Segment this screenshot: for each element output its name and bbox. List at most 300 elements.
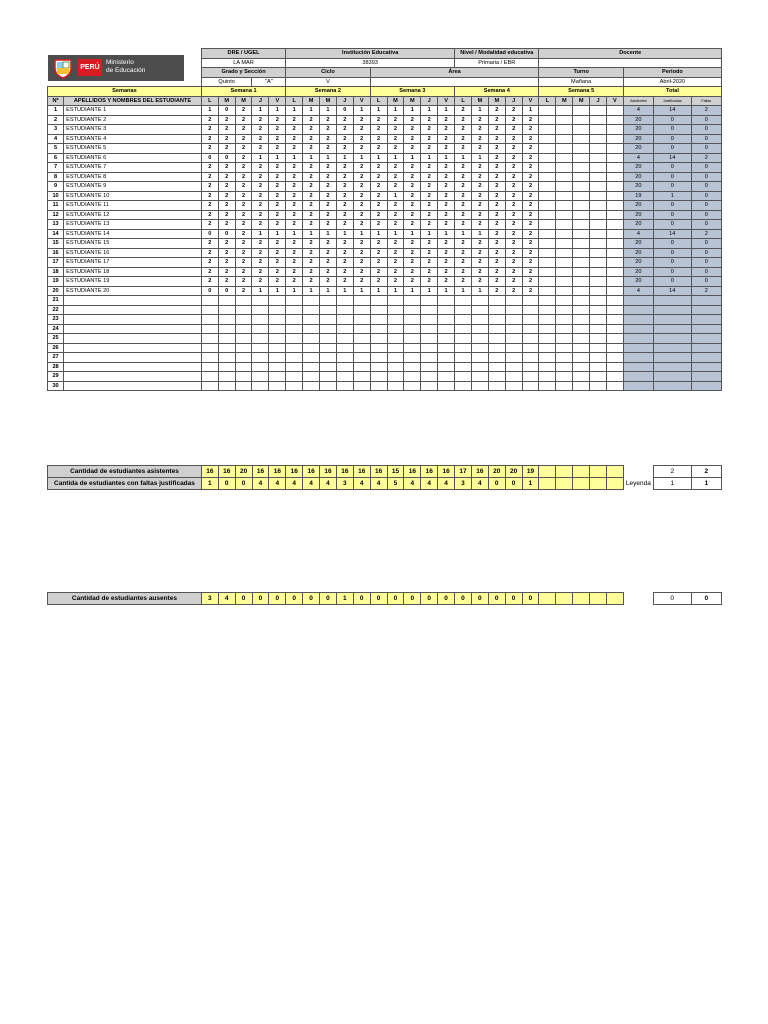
attendance-cell: 2 xyxy=(370,191,387,201)
attendance-cell: 0 xyxy=(336,106,353,116)
attendance-cell: 2 xyxy=(404,220,421,230)
attendance-cell: 2 xyxy=(235,229,252,239)
total-cell: 0 xyxy=(691,191,721,201)
attendance-cell xyxy=(606,134,623,144)
attendance-cell: 2 xyxy=(387,182,404,192)
attendance-cell xyxy=(252,372,269,382)
attendance-cell xyxy=(522,362,539,372)
attendance-cell xyxy=(606,362,623,372)
attendance-cell xyxy=(387,315,404,325)
attendance-cell: 2 xyxy=(438,277,455,287)
attendance-cell xyxy=(606,372,623,382)
attendance-cell: 2 xyxy=(488,125,505,135)
attendance-cell xyxy=(556,144,573,154)
day-header: L xyxy=(286,96,303,106)
attendance-cell: 2 xyxy=(353,210,370,220)
total-cell: 0 xyxy=(653,172,691,182)
attendance-cell: 2 xyxy=(235,239,252,249)
attendance-cell xyxy=(539,296,556,306)
attendance-cell xyxy=(539,134,556,144)
day-header: M xyxy=(488,96,505,106)
attendance-cell xyxy=(235,296,252,306)
total-cell: 0 xyxy=(691,239,721,249)
justified-count: 0 xyxy=(235,478,252,490)
attendance-cell xyxy=(505,362,522,372)
attendance-cell: 2 xyxy=(488,134,505,144)
attendance-cell: 2 xyxy=(353,191,370,201)
attendance-cell: 2 xyxy=(303,163,320,173)
attendance-cell: 2 xyxy=(421,144,438,154)
period-label: Periodo xyxy=(623,68,721,78)
justified-count: 4 xyxy=(252,478,269,490)
attendance-cell: 2 xyxy=(218,220,235,230)
attendance-cell xyxy=(336,353,353,363)
total-cell: 4 xyxy=(623,229,653,239)
attendance-cell: 2 xyxy=(488,115,505,125)
attendance-cell xyxy=(590,163,607,173)
attendance-cell: 2 xyxy=(404,239,421,249)
day-header: V xyxy=(353,96,370,106)
attendance-cell xyxy=(556,296,573,306)
attendance-cell: 2 xyxy=(421,258,438,268)
attendance-cell xyxy=(606,191,623,201)
student-row xyxy=(48,267,722,277)
total-cell: 20 xyxy=(623,163,653,173)
attendance-cell: 2 xyxy=(421,201,438,211)
attendance-cell xyxy=(303,334,320,344)
attendance-cell: 2 xyxy=(303,115,320,125)
attendance-cell xyxy=(573,381,590,391)
attendance-cell xyxy=(320,372,337,382)
total-cell xyxy=(653,334,691,344)
attendance-cell xyxy=(387,334,404,344)
attendance-cell: 2 xyxy=(471,134,488,144)
attendance-cell: 2 xyxy=(471,125,488,135)
attendance-cell: 2 xyxy=(320,258,337,268)
total-cell: 0 xyxy=(653,125,691,135)
attendance-cell xyxy=(387,343,404,353)
attendance-cell: 2 xyxy=(303,172,320,182)
total-cell xyxy=(623,334,653,344)
absent-count xyxy=(539,593,556,605)
attendance-cell: 2 xyxy=(370,134,387,144)
attendees-count: 16 xyxy=(353,466,370,478)
attendance-cell: 2 xyxy=(353,239,370,249)
attendance-cell: 1 xyxy=(353,153,370,163)
day-header: M xyxy=(303,96,320,106)
attendance-cell xyxy=(556,134,573,144)
day-header: J xyxy=(505,96,522,106)
attendance-cell: 2 xyxy=(303,220,320,230)
attendance-cell: 1 xyxy=(455,286,472,296)
student-row xyxy=(48,144,722,154)
area-label: Área xyxy=(370,68,539,78)
attendance-cell: 2 xyxy=(438,182,455,192)
attendance-cell: 2 xyxy=(218,115,235,125)
attendance-cell xyxy=(590,210,607,220)
attendance-cell xyxy=(370,362,387,372)
total-cell: 20 xyxy=(623,267,653,277)
attendance-cell: 1 xyxy=(438,286,455,296)
attendance-cell: 2 xyxy=(235,115,252,125)
attendance-cell xyxy=(573,372,590,382)
attendance-cell xyxy=(606,286,623,296)
attendance-cell: 1 xyxy=(404,153,421,163)
attendance-cell: 2 xyxy=(370,220,387,230)
attendance-cell: 2 xyxy=(421,239,438,249)
attendance-cell: 2 xyxy=(353,163,370,173)
attendance-cell xyxy=(590,153,607,163)
attendance-cell xyxy=(556,125,573,135)
attendance-cell xyxy=(606,296,623,306)
attendance-cell xyxy=(404,343,421,353)
day-header: M xyxy=(556,96,573,106)
justified-count: 4 xyxy=(370,478,387,490)
header-labels-row xyxy=(48,49,722,59)
attendance-cell: 2 xyxy=(488,229,505,239)
student-row xyxy=(48,229,722,239)
attendance-cell: 2 xyxy=(455,182,472,192)
attendance-cell: 2 xyxy=(235,258,252,268)
attendance-cell: 1 xyxy=(438,229,455,239)
justified-count: 4 xyxy=(303,478,320,490)
student-name: ESTUDIANTE 13 xyxy=(64,220,202,230)
attendance-cell xyxy=(404,353,421,363)
attendance-cell: 2 xyxy=(336,144,353,154)
attendance-cell xyxy=(573,324,590,334)
attendance-cell: 2 xyxy=(320,115,337,125)
attendance-cell: 2 xyxy=(488,286,505,296)
attendance-cell: 1 xyxy=(471,286,488,296)
attendance-cell: 2 xyxy=(505,134,522,144)
attendance-cell xyxy=(606,182,623,192)
student-number: 17 xyxy=(48,258,64,268)
attendance-cell xyxy=(387,372,404,382)
attendance-cell xyxy=(573,296,590,306)
total-cell: 0 xyxy=(653,239,691,249)
attendance-cell: 2 xyxy=(387,248,404,258)
student-name xyxy=(64,362,202,372)
attendance-cell: 2 xyxy=(269,172,286,182)
attendance-cell: 2 xyxy=(252,144,269,154)
attendance-cell xyxy=(539,125,556,135)
attendance-cell xyxy=(353,372,370,382)
attendance-cell xyxy=(269,324,286,334)
attendance-cell: 2 xyxy=(252,258,269,268)
attendance-cell xyxy=(556,153,573,163)
attendance-cell xyxy=(218,305,235,315)
attendance-cell xyxy=(556,106,573,116)
attendance-cell: 2 xyxy=(320,220,337,230)
empty-student-row xyxy=(48,362,722,372)
attendance-cell: 2 xyxy=(370,267,387,277)
total-cell: 0 xyxy=(691,267,721,277)
attendance-cell xyxy=(590,182,607,192)
attendance-cell xyxy=(438,334,455,344)
attendance-cell: 2 xyxy=(353,172,370,182)
attendance-cell: 2 xyxy=(421,191,438,201)
student-number: 25 xyxy=(48,334,64,344)
total-cell: 0 xyxy=(691,220,721,230)
teacher-value xyxy=(539,58,722,68)
attendance-cell xyxy=(606,334,623,344)
attendance-cell xyxy=(438,381,455,391)
attendance-cell xyxy=(606,106,623,116)
attendance-cell xyxy=(471,343,488,353)
total-cell: 2 xyxy=(691,286,721,296)
attendance-cell xyxy=(438,324,455,334)
attendance-cell: 2 xyxy=(522,210,539,220)
attendees-count xyxy=(556,466,573,478)
attendance-cell xyxy=(269,343,286,353)
attendance-cell: 1 xyxy=(404,229,421,239)
attendance-cell: 2 xyxy=(218,248,235,258)
attendance-cell: 2 xyxy=(471,191,488,201)
attendance-cell: 2 xyxy=(235,163,252,173)
attendance-cell xyxy=(370,315,387,325)
attendance-cell xyxy=(370,343,387,353)
attendance-cell: 2 xyxy=(320,134,337,144)
total-cell: 4 xyxy=(623,286,653,296)
attendance-cell xyxy=(455,381,472,391)
attendance-cell xyxy=(387,296,404,306)
attendance-cell: 2 xyxy=(320,163,337,173)
attendance-cell: 2 xyxy=(455,125,472,135)
attendance-cell xyxy=(336,305,353,315)
attendance-cell xyxy=(573,248,590,258)
attendance-cell: 2 xyxy=(370,239,387,249)
attendance-cell xyxy=(252,315,269,325)
attendees-count: 16 xyxy=(252,466,269,478)
student-row xyxy=(48,191,722,201)
attendance-cell xyxy=(336,381,353,391)
total-cell xyxy=(653,343,691,353)
attendance-cell xyxy=(421,362,438,372)
attendance-cell: 2 xyxy=(218,267,235,277)
total-cell: 0 xyxy=(691,134,721,144)
legend-value-2b: 1 xyxy=(691,478,721,490)
justified-count xyxy=(539,478,556,490)
attendance-cell: 2 xyxy=(336,163,353,173)
attendance-cell: 2 xyxy=(286,134,303,144)
attendance-cell xyxy=(505,324,522,334)
attendance-cell xyxy=(336,296,353,306)
attendance-cell: 2 xyxy=(353,258,370,268)
attendance-cell xyxy=(573,353,590,363)
attendance-cell xyxy=(606,343,623,353)
student-number: 2 xyxy=(48,115,64,125)
attendance-cell: 2 xyxy=(286,125,303,135)
attendance-cell xyxy=(590,191,607,201)
student-name xyxy=(64,343,202,353)
attendance-cell xyxy=(606,353,623,363)
attendees-label: Cantidad de estudiantes asistentes xyxy=(48,466,202,478)
attendance-cell: 2 xyxy=(387,115,404,125)
attendance-cell xyxy=(539,182,556,192)
attendance-cell: 2 xyxy=(505,144,522,154)
attendance-cell xyxy=(438,315,455,325)
attendance-cell xyxy=(303,315,320,325)
justified-count xyxy=(556,478,573,490)
attendance-cell: 2 xyxy=(522,248,539,258)
attendance-cell: 2 xyxy=(336,258,353,268)
attendance-cell xyxy=(556,163,573,173)
week-label-5: Semana 5 xyxy=(539,87,623,97)
attendance-cell: 1 xyxy=(387,286,404,296)
attendance-cell: 2 xyxy=(336,125,353,135)
attendance-cell: 2 xyxy=(252,125,269,135)
attendance-cell: 2 xyxy=(438,239,455,249)
attendance-cell: 2 xyxy=(404,163,421,173)
attendance-cell: 2 xyxy=(522,144,539,154)
attendance-cell: 2 xyxy=(353,277,370,287)
attendance-cell xyxy=(522,315,539,325)
attendance-cell xyxy=(387,362,404,372)
attendance-cell: 0 xyxy=(218,153,235,163)
attendance-cell: 2 xyxy=(252,172,269,182)
attendance-cell: 2 xyxy=(252,182,269,192)
attendance-cell xyxy=(438,362,455,372)
total-cell: 20 xyxy=(623,182,653,192)
attendance-cell xyxy=(252,353,269,363)
absent-count: 0 xyxy=(235,593,252,605)
attendance-cell: 2 xyxy=(269,163,286,173)
day-header: L xyxy=(370,96,387,106)
attendance-cell xyxy=(269,305,286,315)
attendance-cell: 2 xyxy=(522,239,539,249)
attendance-cell: 2 xyxy=(286,144,303,154)
attendance-cell: 2 xyxy=(336,115,353,125)
attendance-cell: 2 xyxy=(505,248,522,258)
attendance-cell xyxy=(201,381,218,391)
total-cell: 2 xyxy=(691,153,721,163)
attendance-cell: 2 xyxy=(336,201,353,211)
student-name xyxy=(64,353,202,363)
attendance-cell: 2 xyxy=(421,115,438,125)
attendance-cell: 2 xyxy=(404,201,421,211)
attendance-cell: 2 xyxy=(488,210,505,220)
attendance-cell: 2 xyxy=(471,144,488,154)
attendance-cell: 2 xyxy=(370,258,387,268)
student-name: ESTUDIANTE 20 xyxy=(64,286,202,296)
attendance-cell: 1 xyxy=(269,106,286,116)
student-row xyxy=(48,201,722,211)
attendance-cell xyxy=(252,305,269,315)
student-name: ESTUDIANTE 18 xyxy=(64,267,202,277)
attendance-cell: 1 xyxy=(353,106,370,116)
attendance-cell xyxy=(455,305,472,315)
attendance-cell: 2 xyxy=(235,144,252,154)
total-cell xyxy=(623,343,653,353)
attendance-cell: 2 xyxy=(387,267,404,277)
attendance-cell: 2 xyxy=(404,277,421,287)
attendance-cell xyxy=(539,305,556,315)
attendance-cell: 2 xyxy=(252,201,269,211)
total-cell: 0 xyxy=(653,210,691,220)
attendance-cell: 2 xyxy=(320,172,337,182)
absent-count: 4 xyxy=(218,593,235,605)
attendance-cell xyxy=(522,381,539,391)
attendance-cell xyxy=(303,296,320,306)
attendance-cell: 2 xyxy=(471,210,488,220)
student-row xyxy=(48,210,722,220)
attendance-cell xyxy=(201,334,218,344)
attendance-cell: 1 xyxy=(471,153,488,163)
attendance-cell xyxy=(336,334,353,344)
attendance-cell: 2 xyxy=(455,258,472,268)
attendance-cell xyxy=(404,372,421,382)
student-row xyxy=(48,248,722,258)
empty-student-row xyxy=(48,343,722,353)
attendance-cell: 2 xyxy=(370,201,387,211)
attendance-cell xyxy=(269,362,286,372)
attendance-cell xyxy=(573,144,590,154)
attendance-cell xyxy=(370,324,387,334)
total-cell xyxy=(691,353,721,363)
student-number: 6 xyxy=(48,153,64,163)
student-name: ESTUDIANTE 8 xyxy=(64,172,202,182)
attendance-cell xyxy=(421,381,438,391)
student-name xyxy=(64,372,202,382)
day-header: J xyxy=(252,96,269,106)
attendance-cell xyxy=(303,324,320,334)
student-row xyxy=(48,153,722,163)
absent-count: 0 xyxy=(421,593,438,605)
total-cell: 20 xyxy=(623,115,653,125)
student-name: ESTUDIANTE 5 xyxy=(64,144,202,154)
justified-count: 4 xyxy=(471,478,488,490)
attendance-cell: 2 xyxy=(438,210,455,220)
attendance-cell: 2 xyxy=(370,172,387,182)
attendance-cell xyxy=(252,296,269,306)
dre-label: DRE / UGEL xyxy=(201,49,285,59)
attendance-cell: 1 xyxy=(370,286,387,296)
student-name xyxy=(64,324,202,334)
total-cell: 0 xyxy=(653,277,691,287)
total-cell: 0 xyxy=(691,210,721,220)
attendance-cell xyxy=(421,372,438,382)
attendance-cell: 2 xyxy=(488,106,505,116)
attendance-cell xyxy=(556,315,573,325)
attendance-cell xyxy=(387,305,404,315)
total-cell xyxy=(691,381,721,391)
total-cell xyxy=(691,305,721,315)
attendance-cell xyxy=(201,362,218,372)
attendance-cell: 2 xyxy=(252,277,269,287)
attendance-cell: 1 xyxy=(336,153,353,163)
student-number: 8 xyxy=(48,172,64,182)
attendance-cell xyxy=(573,362,590,372)
attendance-cell xyxy=(606,381,623,391)
cycle-label: Ciclo xyxy=(286,68,370,78)
attendance-cell xyxy=(556,334,573,344)
total-cell xyxy=(623,315,653,325)
period-value: Abril-2020 xyxy=(623,77,721,87)
attendance-cell xyxy=(590,267,607,277)
teacher-label: Docente xyxy=(539,49,722,59)
student-number: 1 xyxy=(48,106,64,116)
attendance-cell xyxy=(370,296,387,306)
attendance-cell: 2 xyxy=(505,153,522,163)
attendance-cell: 2 xyxy=(235,201,252,211)
empty-student-row xyxy=(48,305,722,315)
attendance-cell xyxy=(573,229,590,239)
attendance-cell xyxy=(539,334,556,344)
attendance-cell: 1 xyxy=(286,229,303,239)
attendance-cell xyxy=(455,334,472,344)
total-cell: 14 xyxy=(653,229,691,239)
attendance-cell: 2 xyxy=(404,258,421,268)
